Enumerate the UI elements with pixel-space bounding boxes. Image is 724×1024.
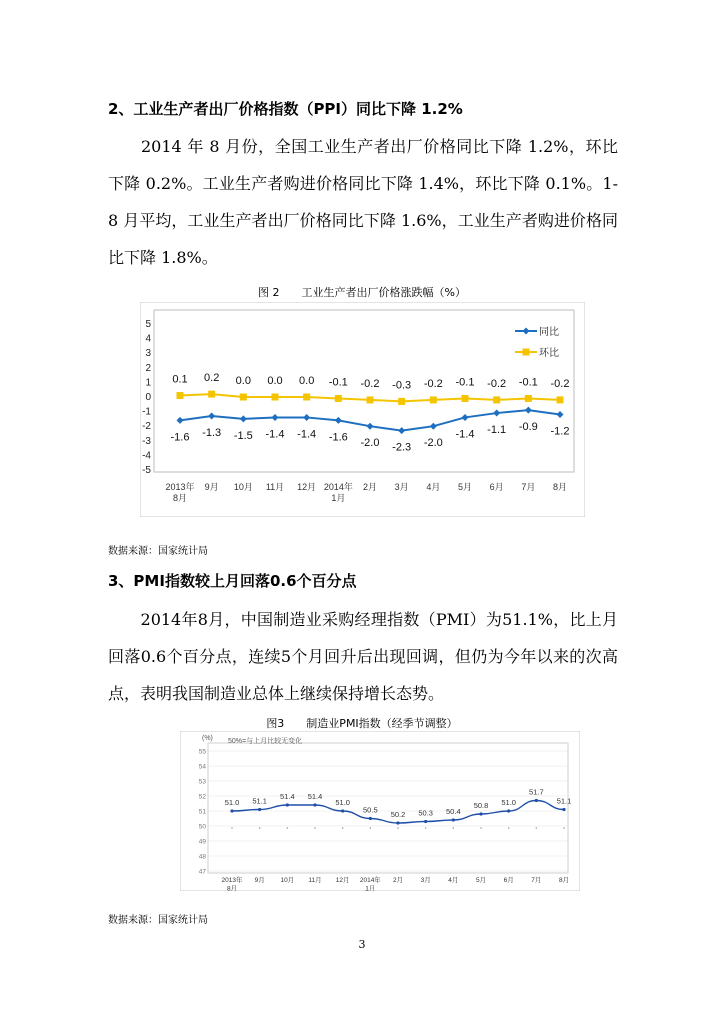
ppi-chart — [140, 302, 585, 517]
pmi-chart — [180, 731, 580, 891]
y-tick-label: -4 — [142, 450, 151, 462]
x-tick-label: 2月 — [362, 482, 378, 492]
data-point — [493, 396, 500, 403]
reference-dot — [314, 827, 316, 829]
x-tick-label: 10月 — [233, 482, 253, 492]
x-tick-label: 10月 — [280, 877, 295, 884]
x-tick-label: 12月 — [297, 482, 317, 492]
data-point — [335, 395, 342, 402]
data-label: -1.1 — [487, 424, 507, 437]
x-tick-label: 11月 — [265, 482, 285, 492]
data-label: -2.0 — [360, 437, 380, 450]
data-point — [396, 821, 399, 824]
y-tick-label: 52 — [198, 793, 206, 801]
x-tick-label: 2013年 — [221, 877, 243, 884]
y-tick-label: 50 — [198, 823, 206, 831]
reference-dot — [480, 827, 482, 829]
reference-dot — [563, 827, 565, 829]
reference-dot — [453, 827, 455, 829]
data-point — [230, 809, 233, 812]
y-tick-label: -3 — [142, 435, 151, 447]
x-tick-label: 2014年 — [323, 482, 353, 492]
x-tick-label: 2月 — [392, 877, 404, 884]
data-point — [313, 803, 316, 806]
y-tick-label: 1 — [145, 377, 151, 389]
ppi-paragraph: 2014 年 8 月份，全国工业生产者出厂价格同比下降 1.2%，环比下降 0.2%。工业生产者购进价格同比下降 1.4%，环比下降 0.1%。1-8 月平均，工业生产者出厂价格同比下降 1.6%，工业生产者购进价格同比下降 1.8%。 — [108, 137, 618, 267]
x-tick-label: 8月 — [552, 482, 568, 492]
y-tick-label: 5 — [145, 319, 151, 330]
data-label: -1.4 — [455, 428, 475, 441]
data-label: -1.4 — [265, 428, 285, 441]
data-label: 51.0 — [501, 798, 516, 807]
figure2-source: 数据来源：国家统计局 — [108, 546, 208, 557]
x-tick-label: 7月 — [531, 877, 542, 884]
data-label: 51.4 — [280, 792, 295, 801]
figure3-caption: 图3 制造业PMI指数（经季节调整） — [266, 717, 458, 730]
pmi-yunit: (%) — [202, 735, 213, 742]
data-label: -1.5 — [233, 429, 253, 442]
data-point — [424, 820, 427, 823]
reference-dot — [508, 827, 510, 829]
data-point — [258, 808, 261, 811]
figure3-source: 数据来源：国家统计局 — [108, 915, 208, 926]
data-label: -0.2 — [423, 377, 443, 390]
data-label: 51.7 — [529, 787, 544, 797]
reference-dot — [397, 827, 399, 829]
figure2-caption: 图 2 工业生产者出厂价格涨跌幅（%） — [258, 286, 466, 299]
x-tick-label: 5月 — [457, 482, 473, 492]
data-label: 0.0 — [267, 375, 283, 387]
x-tick-label: 4月 — [448, 877, 459, 884]
data-label: 0.2 — [204, 372, 220, 385]
data-point — [398, 398, 405, 405]
y-tick-label: 0 — [145, 392, 151, 403]
data-point — [430, 396, 437, 403]
data-label: 50.4 — [446, 807, 461, 816]
y-tick-label: 48 — [198, 853, 206, 861]
data-label: -0.2 — [487, 377, 507, 390]
y-tick-label: 55 — [198, 748, 206, 756]
data-label: -0.1 — [328, 376, 348, 389]
x-tick-label: 2014年 — [359, 877, 381, 884]
legend-marker — [523, 349, 530, 356]
data-point — [562, 808, 565, 811]
data-point — [177, 392, 184, 399]
data-label: 50.3 — [418, 808, 433, 818]
data-label: 51.1 — [556, 796, 572, 806]
x-tick-label: 11月 — [308, 877, 322, 884]
data-label: -1.4 — [297, 428, 317, 441]
x-tick-label: 6月 — [489, 482, 504, 492]
page-number: 3 — [358, 938, 366, 951]
x-tick-label: 1月 — [331, 493, 346, 503]
x-tick-label: 8月 — [558, 877, 570, 884]
x-tick-label: 7月 — [521, 482, 536, 492]
data-point — [286, 803, 289, 806]
data-label: 51.1 — [252, 796, 267, 806]
data-label: -0.1 — [455, 376, 475, 389]
data-label: -1.2 — [550, 425, 570, 438]
y-tick-label: 51 — [198, 808, 206, 816]
data-label: 0.0 — [235, 375, 251, 387]
pmi-subtitle: 50%=与上月比较无变化 — [228, 738, 303, 745]
data-point — [462, 395, 469, 402]
reference-dot — [370, 827, 372, 829]
data-point — [367, 396, 374, 403]
y-tick-label: 54 — [198, 763, 206, 771]
data-label: 0.0 — [299, 375, 315, 387]
x-tick-label: 5月 — [475, 877, 487, 884]
data-label: -2.0 — [423, 437, 443, 450]
y-tick-label: -2 — [142, 421, 151, 433]
data-point — [208, 391, 215, 398]
pmi-paragraph: 2014年8月，中国制造业采购经理指数（PMI）为51.1%，比上月回落0.6个百分点，连续5个月回升后出现回调，但仍为今年以来的次高点，表明我国制造业总体上继续保持增长态势。 — [108, 610, 618, 703]
data-label: -0.1 — [518, 376, 538, 389]
data-label: 51.0 — [224, 798, 240, 807]
x-tick-label: 3月 — [394, 482, 409, 492]
y-tick-label: -5 — [142, 465, 151, 476]
data-label: -0.2 — [550, 377, 570, 390]
data-label: -2.3 — [392, 441, 412, 454]
data-point — [479, 812, 482, 815]
y-tick-label: -1 — [142, 406, 151, 418]
data-label: 51.0 — [335, 798, 350, 807]
legend-label: 同比 — [539, 327, 559, 338]
x-tick-label: 1月 — [365, 885, 376, 891]
x-tick-label: 8月 — [172, 493, 188, 503]
x-tick-label: 4月 — [426, 482, 441, 492]
y-tick-label: 49 — [198, 838, 206, 846]
data-point — [240, 394, 247, 401]
data-label: 50.8 — [473, 801, 489, 810]
data-label: 50.2 — [390, 810, 406, 819]
x-tick-label: 9月 — [254, 877, 265, 884]
data-point — [369, 817, 372, 820]
data-point — [272, 394, 279, 401]
x-tick-label: 3月 — [420, 877, 431, 884]
data-label: -1.6 — [328, 431, 348, 444]
section-heading-ppi: 2、工业生产者出厂价格指数（PPI）同比下降 1.2% — [108, 100, 463, 118]
data-point — [525, 395, 532, 402]
data-label: -1.3 — [202, 426, 222, 439]
data-label: 50.5 — [363, 805, 378, 815]
y-tick-label: 4 — [145, 333, 151, 345]
data-point — [452, 818, 455, 821]
data-label: -0.9 — [518, 421, 538, 434]
x-tick-label: 8月 — [226, 885, 238, 891]
reference-dot — [259, 827, 261, 829]
data-point — [507, 809, 510, 812]
reference-dot — [231, 827, 233, 829]
reference-dot — [425, 827, 427, 829]
data-point — [341, 809, 344, 812]
y-tick-label: 47 — [198, 868, 206, 876]
y-tick-label: 3 — [145, 348, 151, 360]
y-tick-label: 53 — [198, 778, 206, 786]
data-point — [303, 394, 310, 401]
x-tick-label: 2013年 — [165, 482, 195, 492]
x-tick-label: 12月 — [335, 877, 350, 884]
reference-dot — [536, 827, 538, 829]
x-tick-label: 9月 — [204, 482, 219, 492]
y-tick-label: 2 — [145, 362, 151, 374]
data-label: 51.4 — [307, 792, 323, 801]
data-label: -0.2 — [360, 377, 380, 390]
x-tick-label: 6月 — [503, 877, 514, 884]
data-label: -1.6 — [170, 431, 190, 444]
reference-dot — [342, 827, 344, 829]
data-label: -0.3 — [392, 379, 412, 392]
data-point — [557, 396, 564, 403]
reference-dot — [287, 827, 289, 829]
data-point — [535, 799, 538, 802]
data-label: 0.1 — [172, 373, 188, 386]
section-heading-pmi: 3、PMI指数较上月回落0.6个百分点 — [108, 572, 357, 590]
legend-label: 环比 — [539, 348, 559, 359]
